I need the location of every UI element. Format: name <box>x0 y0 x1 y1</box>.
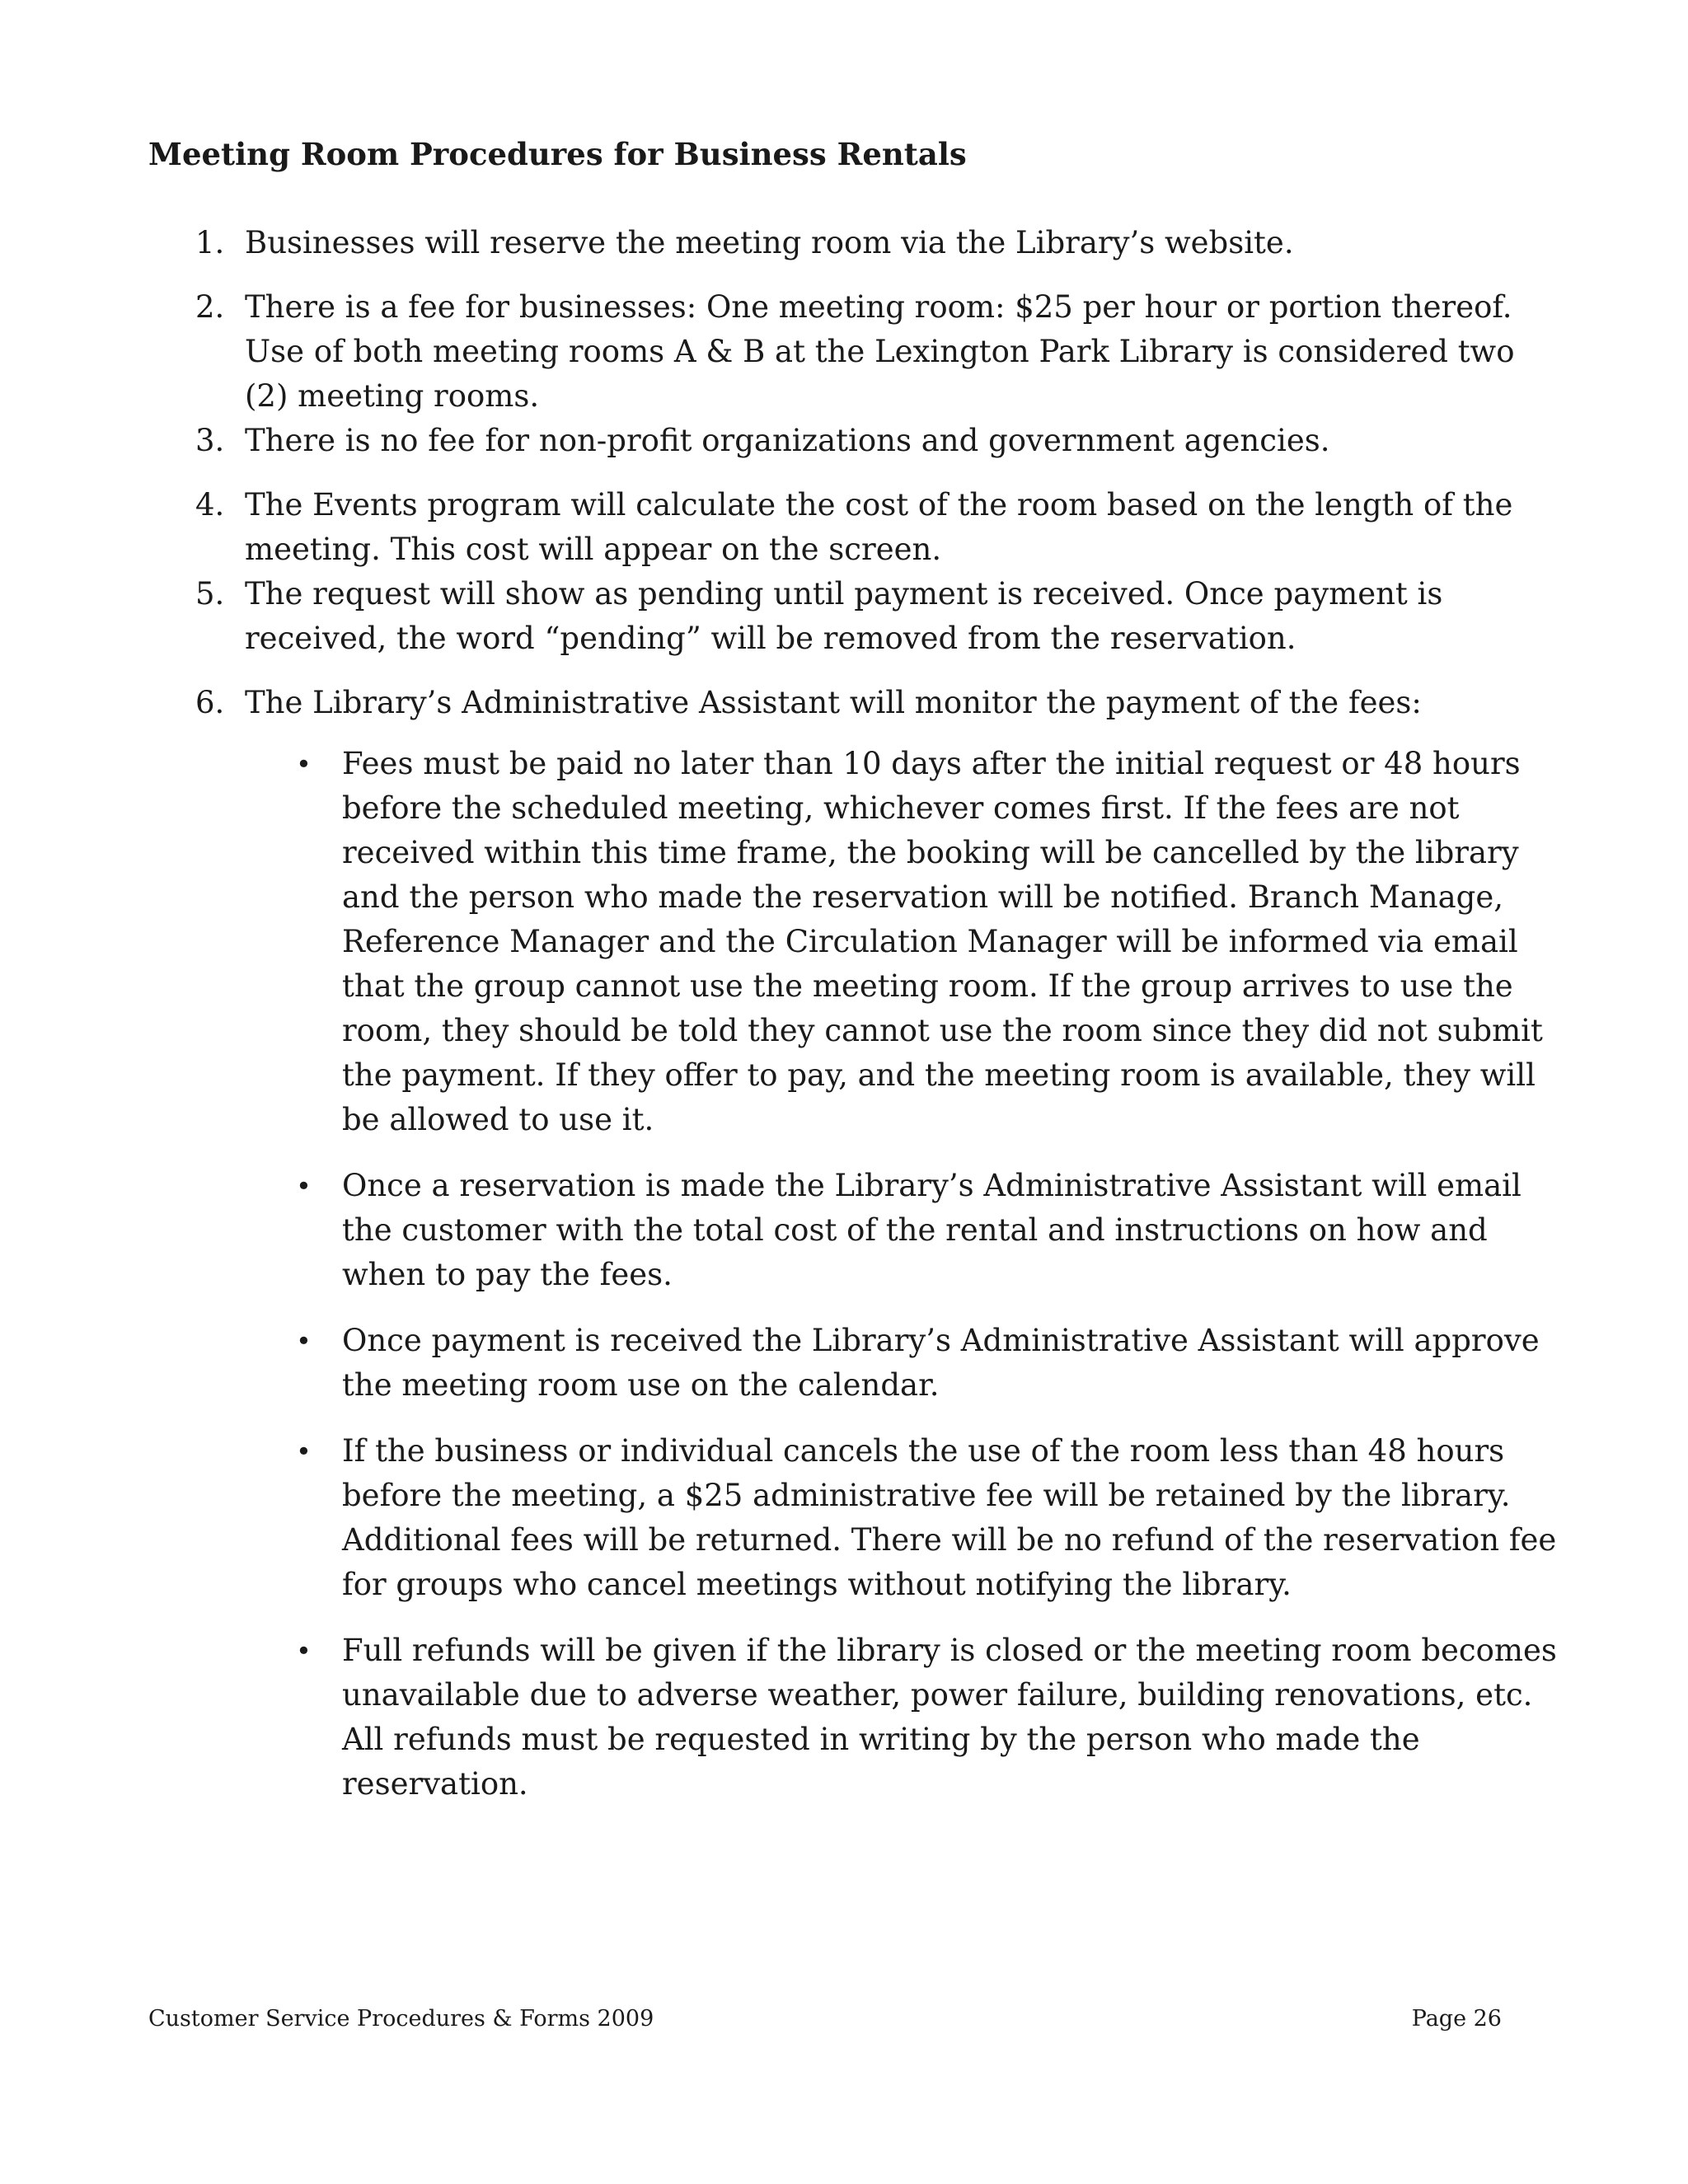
procedure-item <box>0 483 1564 572</box>
bullet-icon: • <box>296 748 312 780</box>
procedure-text: Businesses will reserve the meeting room via the Library’s website. <box>245 225 1294 260</box>
procedure-text: There is a fee for businesses: One meeting room: $25 per hour or portion thereof. Use of both meeting rooms A & B at the Lexington Park Library is considered two (2) meeting rooms. <box>245 289 1515 414</box>
procedure-text: The request will show as pending until payment is received. Once payment is received, the word “pending” will be removed from the reservation. <box>245 576 1443 656</box>
fee-rule-item <box>245 742 1568 1142</box>
procedure-number: 6. <box>195 685 225 720</box>
fee-rule-item <box>245 1629 1568 1807</box>
procedure-number: 3. <box>195 423 225 458</box>
procedure-text: There is no fee for non-profit organizations and government agencies. <box>245 423 1330 458</box>
footer-page-number: Page 26 <box>1411 2006 1502 2032</box>
bullet-icon: • <box>296 1635 312 1666</box>
fee-rule-text: Full refunds will be given if the library is closed or the meeting room becomes unavailable due to adverse weather, power failure, building renovations, etc. All refunds must be requested in writing by the person who made the reservation. <box>342 1633 1557 1802</box>
procedure-text: The Events program will calculate the cost of the room based on the length of the meeting. This cost will appear on the screen. <box>245 487 1513 567</box>
bullet-icon: • <box>296 1170 312 1202</box>
procedure-number: 5. <box>195 576 225 612</box>
procedure-item <box>0 419 1564 463</box>
fee-rule-text: Once a reservation is made the Library’s Administrative Assistant will email the customer with the total cost of the rental and instructions on how and when to pay the fees. <box>342 1168 1522 1292</box>
page-title: Meeting Room Procedures for Business Rentals <box>148 136 967 172</box>
procedure-item <box>0 572 1564 661</box>
fee-rule-text: Fees must be paid no later than 10 days after the initial request or 48 hours before the scheduled meeting, whichever comes first. If the fees are not received within this time frame, the booking will be cancelled by the library and the person who made the reservation will be notified. Branch Manage, Reference Manager and the Circulation Manager will be informed via email that the group cannot use the meeting room. If the group arrives to use the room, they should be told they cannot use the room since they did not submit the payment. If they offer to pay, and the meeting room is available, they will be allowed to use it. <box>342 746 1543 1137</box>
procedure-number: 4. <box>195 487 225 523</box>
footer-document-title: Customer Service Procedures & Forms 2009 <box>148 2006 654 2032</box>
fee-rule-item <box>245 1164 1568 1297</box>
fee-rule-text: Once payment is received the Library’s Administrative Assistant will approve the meeting room use on the calendar. <box>342 1323 1540 1403</box>
procedure-number: 2. <box>195 289 225 325</box>
procedure-number: 1. <box>195 225 225 260</box>
bullet-icon: • <box>296 1325 312 1357</box>
fee-rules-list <box>245 742 1564 1807</box>
procedure-text: The Library’s Administrative Assistant will monitor the payment of the fees: <box>245 685 1422 720</box>
procedure-list <box>0 221 1688 1828</box>
fee-rule-text: If the business or individual cancels the use of the room less than 48 hours before the meeting, a $25 administrative fee will be retained by the library. Additional fees will be returned. There will be no refund of the reservation fee for groups who cancel meetings without notifying the library. <box>342 1433 1557 1602</box>
fee-rule-item <box>245 1429 1568 1607</box>
procedure-item <box>0 681 1564 1807</box>
procedure-item <box>0 285 1564 419</box>
procedure-item <box>0 221 1564 265</box>
fee-rule-item <box>245 1319 1568 1408</box>
bullet-icon: • <box>296 1436 312 1467</box>
